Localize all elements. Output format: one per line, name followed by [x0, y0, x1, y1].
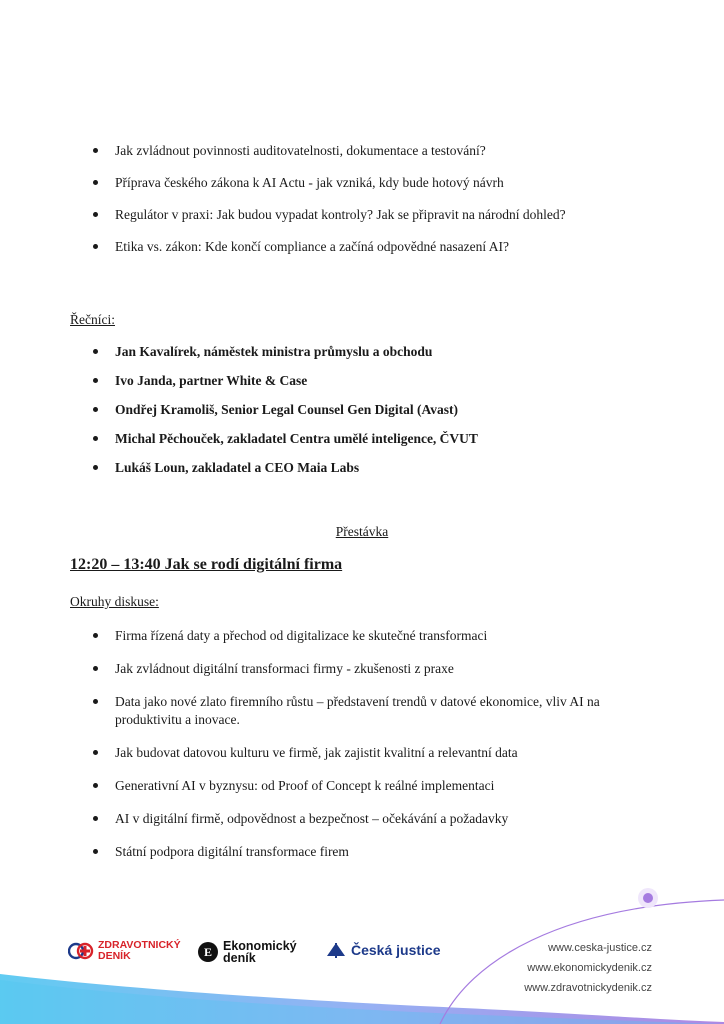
list-item: AI v digitální firmě, odpovědnost a bezpečnost – očekávání a požadavky [0, 810, 660, 828]
logo-ekonomicky-denik [198, 940, 297, 964]
speakers-label: Řečníci: [70, 312, 115, 327]
logo-text: Česká justice [351, 942, 441, 958]
speaker-item: Ondřej Kramoliš, Senior Legal Counsel Gen Digital (Avast) [0, 401, 478, 419]
url-link[interactable]: www.ekonomickydenik.cz [527, 962, 652, 974]
footer [0, 880, 724, 1024]
logo-text: ZDRAVOTNICKÝ [98, 939, 181, 951]
break-label: Přestávka [335, 524, 389, 539]
list-item: Firma řízená daty a přechod od digitalizace ke skutečné transformaci [0, 627, 660, 645]
e-logo-icon: E [198, 942, 218, 962]
scales-icon [325, 940, 347, 960]
list-item: Generativní AI v byznysu: od Proof of Concept k reálné implementaci [0, 777, 660, 795]
list-item: Jak budovat datovou kulturu ve firmě, jak zajistit kvalitní a relevantní data [0, 744, 660, 762]
logo-text: Ekonomický [223, 939, 297, 953]
list-item: Etika vs. zákon: Kde končí compliance a začíná odpovědné nasazení AI? [0, 238, 566, 256]
topics-label: Okruhy diskuse: [70, 594, 159, 609]
logo-text: deník [223, 951, 256, 965]
cross-logo-icon [68, 940, 94, 962]
speaker-item: Michal Pěchouček, zakladatel Centra umělé inteligence, ČVUT [0, 430, 478, 448]
logo-zdravotnicky-denik [68, 940, 181, 962]
session-heading: 12:20 – 13:40 Jak se rodí digitální firma [70, 556, 343, 573]
url-link[interactable]: www.ceska-justice.cz [548, 942, 652, 954]
speaker-item: Ivo Janda, partner White & Case [0, 372, 478, 390]
url-link[interactable]: www.zdravotnickydenik.cz [524, 982, 652, 994]
list-item: Regulátor v praxi: Jak budou vypadat kontroly? Jak se připravit na národní dohled? [0, 206, 566, 224]
logo-ceska-justice [325, 940, 441, 960]
speakers-list [0, 343, 478, 477]
speaker-item: Lukáš Loun, zakladatel a CEO Maia Labs [0, 459, 478, 477]
logo-text: DENÍK [98, 950, 131, 962]
list-item: Příprava českého zákona k AI Actu - jak vzniká, kdy bude hotový návrh [0, 174, 566, 192]
topics-bottom-list [0, 627, 660, 861]
list-item: Jak zvládnout digitální transformaci firmy - zkušenosti z praxe [0, 660, 660, 678]
topics-top-list [0, 142, 566, 256]
footer-urls [524, 938, 652, 998]
list-item: Státní podpora digitální transformace firem [0, 843, 660, 861]
list-item: Data jako nové zlato firemního růstu – představení trendů v datové ekonomice, vliv AI na produktivitu a inovace. [0, 693, 660, 729]
list-item: Jak zvládnout povinnosti auditovatelnosti, dokumentace a testování? [0, 142, 566, 160]
speaker-item: Jan Kavalírek, náměstek ministra průmyslu a obchodu [0, 343, 478, 361]
